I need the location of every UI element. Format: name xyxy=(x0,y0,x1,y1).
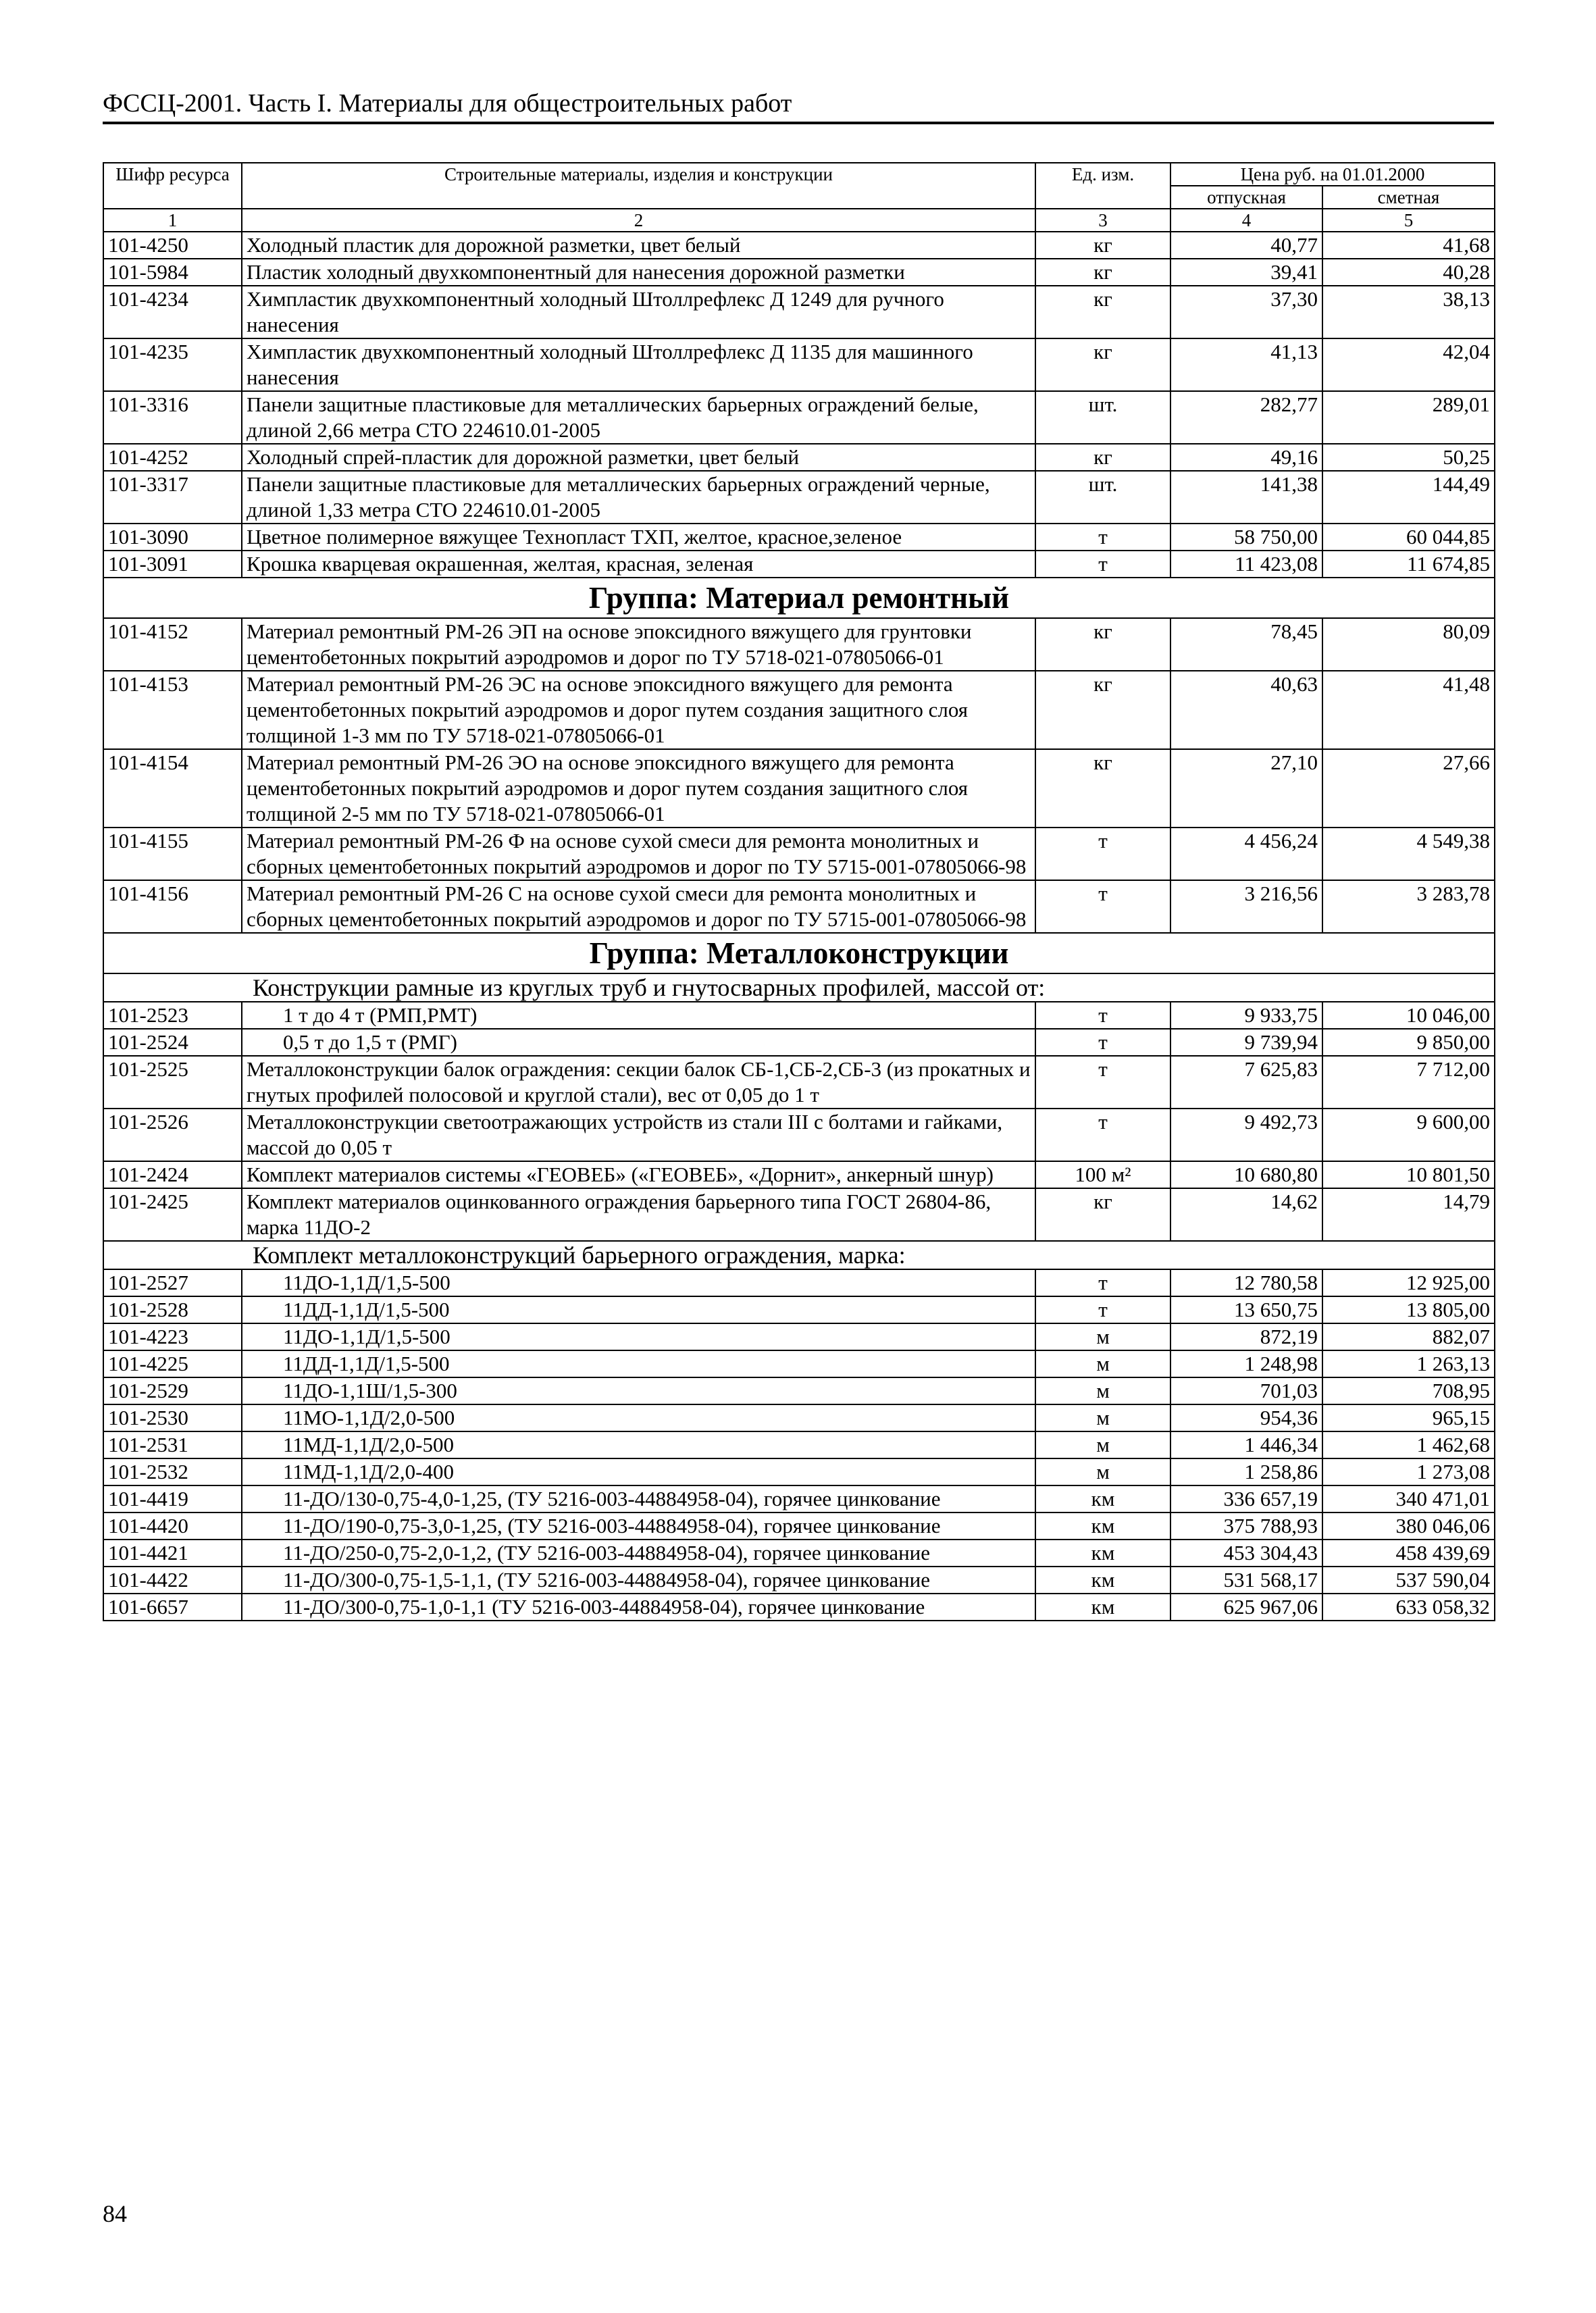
resource-code: 101-2523 xyxy=(103,1002,242,1029)
price-table xyxy=(103,162,1495,1621)
material-name: 11-ДО/300-0,75-1,0-1,1 (ТУ 5216-003-44884958-04), горячее цинкование xyxy=(242,1594,1035,1621)
estimate-price: 50,25 xyxy=(1322,444,1495,471)
material-name: Пластик холодный двухкомпонентный для нанесения дорожной разметки xyxy=(242,259,1035,286)
release-price: 4 456,24 xyxy=(1170,828,1322,880)
estimate-price: 1 273,08 xyxy=(1322,1458,1495,1485)
table-row xyxy=(103,1056,1495,1109)
release-price: 11 423,08 xyxy=(1170,551,1322,578)
table-row xyxy=(103,1431,1495,1458)
resource-code: 101-4419 xyxy=(103,1485,242,1513)
unit: шт. xyxy=(1035,471,1170,524)
table-row xyxy=(103,391,1495,444)
table-row xyxy=(103,1109,1495,1161)
release-price: 10 680,80 xyxy=(1170,1161,1322,1188)
group-heading: Группа: Металлоконструкции xyxy=(103,933,1495,973)
estimate-price: 882,07 xyxy=(1322,1323,1495,1350)
unit: т xyxy=(1035,828,1170,880)
material-name: Химпластик двухкомпонентный холодный Штоллрефлекс Д 1249 для ручного нанесения xyxy=(242,286,1035,338)
unit: т xyxy=(1035,1029,1170,1056)
resource-code: 101-3091 xyxy=(103,551,242,578)
unit: км xyxy=(1035,1513,1170,1540)
estimate-price: 10 046,00 xyxy=(1322,1002,1495,1029)
group-repair-heading xyxy=(103,578,1495,618)
unit: кг xyxy=(1035,444,1170,471)
table-row xyxy=(103,232,1495,259)
column-number: 1 xyxy=(103,209,242,232)
table-row xyxy=(103,749,1495,828)
unit: м xyxy=(1035,1350,1170,1377)
material-name: Панели защитные пластиковые для металлических барьерных ограждений белые, длиной 2,66 метра СТО 224610.01-2005 xyxy=(242,391,1035,444)
table-row xyxy=(103,1161,1495,1188)
table-row xyxy=(103,1485,1495,1513)
release-price: 39,41 xyxy=(1170,259,1322,286)
material-name: Холодный пластик для дорожной разметки, цвет белый xyxy=(242,232,1035,259)
resource-code: 101-6657 xyxy=(103,1594,242,1621)
release-price: 9 492,73 xyxy=(1170,1109,1322,1161)
material-name: 11-ДО/250-0,75-2,0-1,2, (ТУ 5216-003-44884958-04), горячее цинкование xyxy=(242,1540,1035,1567)
release-price: 336 657,19 xyxy=(1170,1485,1322,1513)
unit: м xyxy=(1035,1458,1170,1485)
table-row xyxy=(103,1513,1495,1540)
release-price: 531 568,17 xyxy=(1170,1567,1322,1594)
estimate-price: 41,68 xyxy=(1322,232,1495,259)
unit: т xyxy=(1035,1056,1170,1109)
release-price: 7 625,83 xyxy=(1170,1056,1322,1109)
estimate-price: 9 850,00 xyxy=(1322,1029,1495,1056)
material-name: 11МД-1,1Д/2,0-400 xyxy=(242,1458,1035,1485)
unit: кг xyxy=(1035,338,1170,391)
unit: кг xyxy=(1035,232,1170,259)
table-row xyxy=(103,1404,1495,1431)
release-price: 78,45 xyxy=(1170,618,1322,671)
table-row xyxy=(103,524,1495,551)
estimate-price: 380 046,06 xyxy=(1322,1513,1495,1540)
release-price: 3 216,56 xyxy=(1170,880,1322,933)
estimate-price: 80,09 xyxy=(1322,618,1495,671)
rows-metal-structures xyxy=(103,1056,1495,1241)
column-header-unit: Ед. изм. xyxy=(1035,163,1170,209)
resource-code: 101-2530 xyxy=(103,1404,242,1431)
resource-code: 101-2425 xyxy=(103,1188,242,1241)
unit: м xyxy=(1035,1377,1170,1404)
estimate-price: 13 805,00 xyxy=(1322,1296,1495,1323)
unit: км xyxy=(1035,1485,1170,1513)
group-metal-heading xyxy=(103,933,1495,1002)
material-name: 0,5 т до 1,5 т (РМГ) xyxy=(242,1029,1035,1056)
resource-code: 101-4420 xyxy=(103,1513,242,1540)
estimate-price: 42,04 xyxy=(1322,338,1495,391)
estimate-price: 40,28 xyxy=(1322,259,1495,286)
release-price: 27,10 xyxy=(1170,749,1322,828)
release-price: 872,19 xyxy=(1170,1323,1322,1350)
column-number: 3 xyxy=(1035,209,1170,232)
estimate-price: 10 801,50 xyxy=(1322,1161,1495,1188)
resource-code: 101-2424 xyxy=(103,1161,242,1188)
group-heading: Группа: Материал ремонтный xyxy=(103,578,1495,618)
column-header-estimate-price: сметная xyxy=(1322,186,1495,209)
table-row xyxy=(103,618,1495,671)
resource-code: 101-4422 xyxy=(103,1567,242,1594)
release-price: 9 739,94 xyxy=(1170,1029,1322,1056)
material-name: 11МД-1,1Д/2,0-500 xyxy=(242,1431,1035,1458)
material-name: 11-ДО/300-0,75-1,5-1,1, (ТУ 5216-003-44884958-04), горячее цинкование xyxy=(242,1567,1035,1594)
estimate-price: 14,79 xyxy=(1322,1188,1495,1241)
table-row xyxy=(103,1567,1495,1594)
unit: км xyxy=(1035,1567,1170,1594)
table-row xyxy=(103,1188,1495,1241)
unit: 100 м² xyxy=(1035,1161,1170,1188)
unit: шт. xyxy=(1035,391,1170,444)
rows-repair-materials xyxy=(103,618,1495,933)
estimate-price: 38,13 xyxy=(1322,286,1495,338)
resource-code: 101-4152 xyxy=(103,618,242,671)
page-number: 84 xyxy=(103,2200,127,2227)
unit: т xyxy=(1035,524,1170,551)
material-name: 11ДД-1,1Д/1,5-500 xyxy=(242,1296,1035,1323)
estimate-price: 340 471,01 xyxy=(1322,1485,1495,1513)
release-price: 14,62 xyxy=(1170,1188,1322,1241)
resource-code: 101-2528 xyxy=(103,1296,242,1323)
estimate-price: 633 058,32 xyxy=(1322,1594,1495,1621)
resource-code: 101-4154 xyxy=(103,749,242,828)
estimate-price: 708,95 xyxy=(1322,1377,1495,1404)
material-name: Комплект материалов системы «ГЕОВЕБ» («ГЕОВЕБ», «Дорнит», анкерный шнур) xyxy=(242,1161,1035,1188)
estimate-price: 27,66 xyxy=(1322,749,1495,828)
unit: кг xyxy=(1035,749,1170,828)
column-number: 4 xyxy=(1170,209,1322,232)
estimate-price: 41,48 xyxy=(1322,671,1495,749)
rows-barrier-sets xyxy=(103,1269,1495,1621)
unit: м xyxy=(1035,1431,1170,1458)
table-row xyxy=(103,671,1495,749)
resource-code: 101-4155 xyxy=(103,828,242,880)
rows-frame-structures xyxy=(103,1002,1495,1056)
table-row xyxy=(103,1350,1495,1377)
material-name: 11МО-1,1Д/2,0-500 xyxy=(242,1404,1035,1431)
estimate-price: 11 674,85 xyxy=(1322,551,1495,578)
section-heading: Комплект металлоконструкций барьерного ограждения, марка: xyxy=(103,1241,1495,1269)
table-row xyxy=(103,286,1495,338)
table-row xyxy=(103,1540,1495,1567)
table-row xyxy=(103,259,1495,286)
material-name: Материал ремонтный РМ-26 ЭС на основе эпоксидного вяжущего для ремонта цементобетонных покрытий аэродромов и дорог путем создания защитного слоя толщиной 1-3 мм по ТУ 5718-021-07805066-01 xyxy=(242,671,1035,749)
unit: м xyxy=(1035,1404,1170,1431)
estimate-price: 1 462,68 xyxy=(1322,1431,1495,1458)
table-row xyxy=(103,828,1495,880)
resource-code: 101-4153 xyxy=(103,671,242,749)
unit: т xyxy=(1035,1109,1170,1161)
unit: т xyxy=(1035,1269,1170,1296)
resource-code: 101-2524 xyxy=(103,1029,242,1056)
rows-plastics xyxy=(103,232,1495,578)
section-barrier-heading xyxy=(103,1241,1495,1269)
unit: т xyxy=(1035,551,1170,578)
material-name: 11ДО-1,1Ш/1,5-300 xyxy=(242,1377,1035,1404)
table-row xyxy=(103,1296,1495,1323)
unit: кг xyxy=(1035,1188,1170,1241)
release-price: 49,16 xyxy=(1170,444,1322,471)
release-price: 40,63 xyxy=(1170,671,1322,749)
material-name: 11ДД-1,1Д/1,5-500 xyxy=(242,1350,1035,1377)
resource-code: 101-2525 xyxy=(103,1056,242,1109)
table-row xyxy=(103,1269,1495,1296)
unit: м xyxy=(1035,1323,1170,1350)
release-price: 701,03 xyxy=(1170,1377,1322,1404)
estimate-price: 289,01 xyxy=(1322,391,1495,444)
page-header: ФССЦ-2001. Часть I. Материалы для общестроительных работ xyxy=(103,88,1494,124)
release-price: 9 933,75 xyxy=(1170,1002,1322,1029)
release-price: 453 304,43 xyxy=(1170,1540,1322,1567)
material-name: 11ДО-1,1Д/1,5-500 xyxy=(242,1323,1035,1350)
resource-code: 101-2527 xyxy=(103,1269,242,1296)
release-price: 58 750,00 xyxy=(1170,524,1322,551)
estimate-price: 9 600,00 xyxy=(1322,1109,1495,1161)
unit: кг xyxy=(1035,618,1170,671)
resource-code: 101-4252 xyxy=(103,444,242,471)
section-heading: Конструкции рамные из круглых труб и гнутосварных профилей, массой от: xyxy=(103,973,1495,1002)
resource-code: 101-4235 xyxy=(103,338,242,391)
material-name: Металлоконструкции светоотражающих устройств из стали III с болтами и гайками, массой до 0,05 т xyxy=(242,1109,1035,1161)
resource-code: 101-2526 xyxy=(103,1109,242,1161)
estimate-price: 144,49 xyxy=(1322,471,1495,524)
release-price: 141,38 xyxy=(1170,471,1322,524)
release-price: 13 650,75 xyxy=(1170,1296,1322,1323)
release-price: 954,36 xyxy=(1170,1404,1322,1431)
table-row xyxy=(103,444,1495,471)
release-price: 375 788,93 xyxy=(1170,1513,1322,1540)
unit: т xyxy=(1035,880,1170,933)
table-row xyxy=(103,1458,1495,1485)
material-name: 11-ДО/190-0,75-3,0-1,25, (ТУ 5216-003-44884958-04), горячее цинкование xyxy=(242,1513,1035,1540)
resource-code: 101-4156 xyxy=(103,880,242,933)
table-row xyxy=(103,1377,1495,1404)
column-number: 5 xyxy=(1322,209,1495,232)
table-row xyxy=(103,1029,1495,1056)
estimate-price: 965,15 xyxy=(1322,1404,1495,1431)
material-name: Химпластик двухкомпонентный холодный Штоллрефлекс Д 1135 для машинного нанесения xyxy=(242,338,1035,391)
resource-code: 101-3090 xyxy=(103,524,242,551)
estimate-price: 4 549,38 xyxy=(1322,828,1495,880)
resource-code: 101-3316 xyxy=(103,391,242,444)
unit: кг xyxy=(1035,286,1170,338)
unit: т xyxy=(1035,1296,1170,1323)
estimate-price: 537 590,04 xyxy=(1322,1567,1495,1594)
release-price: 37,30 xyxy=(1170,286,1322,338)
resource-code: 101-4223 xyxy=(103,1323,242,1350)
table-row xyxy=(103,1594,1495,1621)
unit: т xyxy=(1035,1002,1170,1029)
table-row xyxy=(103,471,1495,524)
release-price: 40,77 xyxy=(1170,232,1322,259)
table-row xyxy=(103,880,1495,933)
column-header-code: Шифр ресурса xyxy=(103,163,242,209)
material-name: Цветное полимерное вяжущее Технопласт ТХП, желтое, красное,зеленое xyxy=(242,524,1035,551)
table-row xyxy=(103,551,1495,578)
material-name: Металлоконструкции балок ограждения: секции балок СБ-1,СБ-2,СБ-3 (из прокатных и гнутых профилей полосовой и круглой стали), вес от 0,05 до 1 т xyxy=(242,1056,1035,1109)
material-name: 11-ДО/130-0,75-4,0-1,25, (ТУ 5216-003-44884958-04), горячее цинкование xyxy=(242,1485,1035,1513)
unit: кг xyxy=(1035,671,1170,749)
unit: км xyxy=(1035,1540,1170,1567)
release-price: 41,13 xyxy=(1170,338,1322,391)
estimate-price: 12 925,00 xyxy=(1322,1269,1495,1296)
estimate-price: 3 283,78 xyxy=(1322,880,1495,933)
release-price: 1 446,34 xyxy=(1170,1431,1322,1458)
column-header-price: Цена руб. на 01.01.2000 xyxy=(1170,163,1495,186)
material-name: Панели защитные пластиковые для металлических барьерных ограждений черные, длиной 1,33 метра СТО 224610.01-2005 xyxy=(242,471,1035,524)
resource-code: 101-4250 xyxy=(103,232,242,259)
release-price: 12 780,58 xyxy=(1170,1269,1322,1296)
material-name: Материал ремонтный РМ-26 ЭП на основе эпоксидного вяжущего для грунтовки цементобетонных покрытий аэродромов и дорог по ТУ 5718-021-07805066-01 xyxy=(242,618,1035,671)
resource-code: 101-5984 xyxy=(103,259,242,286)
material-name: Материал ремонтный РМ-26 ЭО на основе эпоксидного вяжущего для ремонта цементобетонных покрытий аэродромов и дорог путем создания защитного слоя толщиной 2-5 мм по ТУ 5718-021-07805066-01 xyxy=(242,749,1035,828)
column-number: 2 xyxy=(242,209,1035,232)
column-number-row xyxy=(103,209,1495,232)
unit: км xyxy=(1035,1594,1170,1621)
column-header-release-price: отпускная xyxy=(1170,186,1322,209)
material-name: Материал ремонтный РМ-26 Ф на основе сухой смеси для ремонта монолитных и сборных цементобетонных покрытий аэродромов и дорог по ТУ 5715-001-07805066-98 xyxy=(242,828,1035,880)
resource-code: 101-2531 xyxy=(103,1431,242,1458)
resource-code: 101-2529 xyxy=(103,1377,242,1404)
material-name: 1 т до 4 т (РМП,РМТ) xyxy=(242,1002,1035,1029)
table-row xyxy=(103,1323,1495,1350)
material-name: 11ДО-1,1Д/1,5-500 xyxy=(242,1269,1035,1296)
release-price: 1 258,86 xyxy=(1170,1458,1322,1485)
release-price: 625 967,06 xyxy=(1170,1594,1322,1621)
table-row xyxy=(103,1002,1495,1029)
resource-code: 101-3317 xyxy=(103,471,242,524)
resource-code: 101-4225 xyxy=(103,1350,242,1377)
material-name: Крошка кварцевая окрашенная, желтая, красная, зеленая xyxy=(242,551,1035,578)
material-name: Материал ремонтный РМ-26 С на основе сухой смеси для ремонта монолитных и сборных цементобетонных покрытий аэродромов и дорог по ТУ 5715-001-07805066-98 xyxy=(242,880,1035,933)
release-price: 282,77 xyxy=(1170,391,1322,444)
estimate-price: 458 439,69 xyxy=(1322,1540,1495,1567)
column-header-name: Строительные материалы, изделия и конструкции xyxy=(242,163,1035,209)
unit: кг xyxy=(1035,259,1170,286)
resource-code: 101-2532 xyxy=(103,1458,242,1485)
estimate-price: 7 712,00 xyxy=(1322,1056,1495,1109)
resource-code: 101-4421 xyxy=(103,1540,242,1567)
material-name: Комплект материалов оцинкованного ограждения барьерного типа ГОСТ 26804-86, марка 11ДО-2 xyxy=(242,1188,1035,1241)
estimate-price: 60 044,85 xyxy=(1322,524,1495,551)
table-row xyxy=(103,338,1495,391)
estimate-price: 1 263,13 xyxy=(1322,1350,1495,1377)
table-header-row xyxy=(103,163,1495,186)
resource-code: 101-4234 xyxy=(103,286,242,338)
material-name: Холодный спрей-пластик для дорожной разметки, цвет белый xyxy=(242,444,1035,471)
release-price: 1 248,98 xyxy=(1170,1350,1322,1377)
